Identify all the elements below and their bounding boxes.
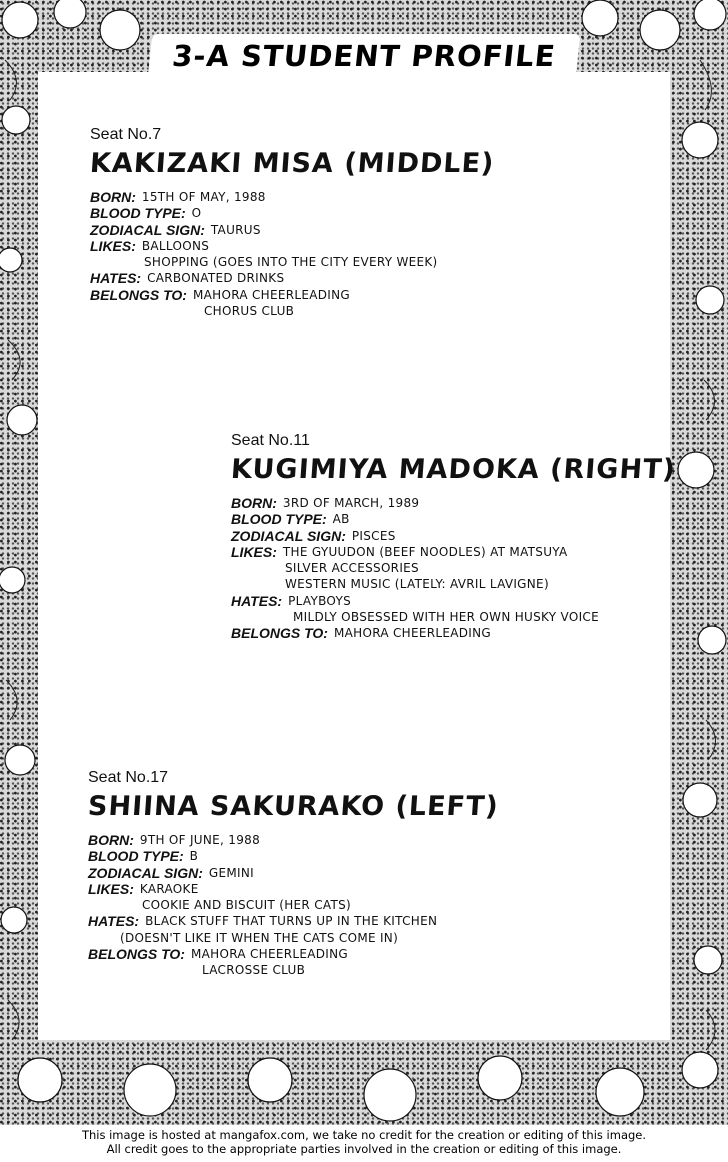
born-label: BORN: (90, 189, 136, 205)
likes-value: KARAOKE (139, 881, 199, 896)
blood-type-value: O (191, 206, 202, 221)
profile-seat-11 (231, 432, 676, 642)
profile-seat-17 (88, 769, 499, 979)
born-label: BORN: (231, 495, 277, 511)
page-title: 3-A STUDENT PROFILE (148, 34, 581, 78)
zodiac-label: ZODIACAL SIGN: (231, 527, 346, 544)
hates-label: HATES: (90, 270, 142, 287)
zodiac-value: PISCES (351, 528, 396, 543)
profile-seat-7 (90, 126, 494, 319)
likes-value: COOKIE AND BISCUIT (HER CATS) (142, 898, 351, 913)
student-name: KAKIZAKI MISA (MIDDLE) (88, 148, 496, 179)
born-value: 3RD OF MARCH, 1989 (282, 496, 420, 510)
hates-value: MILDLY OBSESSED WITH HER OWN HUSKY VOICE (293, 610, 599, 625)
zodiac-value: GEMINI (208, 865, 254, 880)
student-name: KUGIMIYA MADOKA (RIGHT) (229, 454, 677, 485)
seat-number: Seat No.17 (88, 769, 169, 786)
born-value: 9TH OF JUNE, 1988 (139, 833, 261, 847)
footer-line-1: This image is hosted at mangafox.com, we take no credit for the creation or editing of this image. (81, 1128, 647, 1142)
belongs-to-value: MAHORA CHEERLEADING (333, 626, 492, 641)
hates-value: CARBONATED DRINKS (147, 271, 285, 286)
likes-value: SILVER ACCESSORIES (285, 561, 419, 576)
belongs-to-value: MAHORA CHEERLEADING (190, 947, 349, 962)
zodiac-value: TAURUS (210, 222, 261, 237)
belongs-to-value: LACROSSE CLUB (202, 963, 306, 978)
blood-type-label: BLOOD TYPE: (90, 205, 186, 222)
likes-value: SHOPPING (GOES INTO THE CITY EVERY WEEK) (144, 255, 438, 270)
blood-type-value: B (189, 849, 199, 864)
student-name: SHIINA SAKURAKO (LEFT) (86, 791, 500, 822)
hates-label: HATES: (231, 592, 283, 609)
zodiac-label: ZODIACAL SIGN: (88, 864, 203, 881)
born-label: BORN: (88, 832, 134, 848)
likes-label: LIKES: (231, 543, 277, 560)
belongs-to-value: MAHORA CHEERLEADING (192, 287, 351, 302)
footer-credit (0, 1125, 728, 1162)
born-value: 15TH OF MAY, 1988 (141, 190, 266, 204)
belongs-to-value: CHORUS CLUB (204, 304, 295, 319)
seat-number: Seat No.7 (90, 126, 162, 143)
belongs-to-label: BELONGS TO: (88, 946, 185, 963)
seat-number: Seat No.11 (231, 432, 310, 449)
blood-type-value: AB (332, 512, 350, 527)
likes-label: LIKES: (88, 880, 134, 897)
zodiac-label: ZODIACAL SIGN: (90, 221, 205, 238)
belongs-to-label: BELONGS TO: (90, 286, 187, 303)
belongs-to-label: BELONGS TO: (231, 625, 328, 642)
hates-value: BLACK STUFF THAT TURNS UP IN THE KITCHEN (145, 914, 438, 929)
likes-value: THE GYUUDON (BEEF NOODLES) AT MATSUYA (282, 544, 568, 559)
footer-line-2: All credit goes to the appropriate parties involved in the creation or editing of this image. (106, 1142, 622, 1156)
blood-type-label: BLOOD TYPE: (88, 848, 184, 865)
hates-value: PLAYBOYS (288, 593, 352, 608)
likes-value: WESTERN MUSIC (LATELY: AVRIL LAVIGNE) (285, 577, 549, 592)
likes-label: LIKES: (90, 237, 136, 254)
likes-value: BALLOONS (141, 238, 210, 253)
hates-label: HATES: (88, 913, 140, 930)
blood-type-label: BLOOD TYPE: (231, 511, 327, 528)
hates-value: (DOESN'T LIKE IT WHEN THE CATS COME IN) (120, 930, 399, 945)
